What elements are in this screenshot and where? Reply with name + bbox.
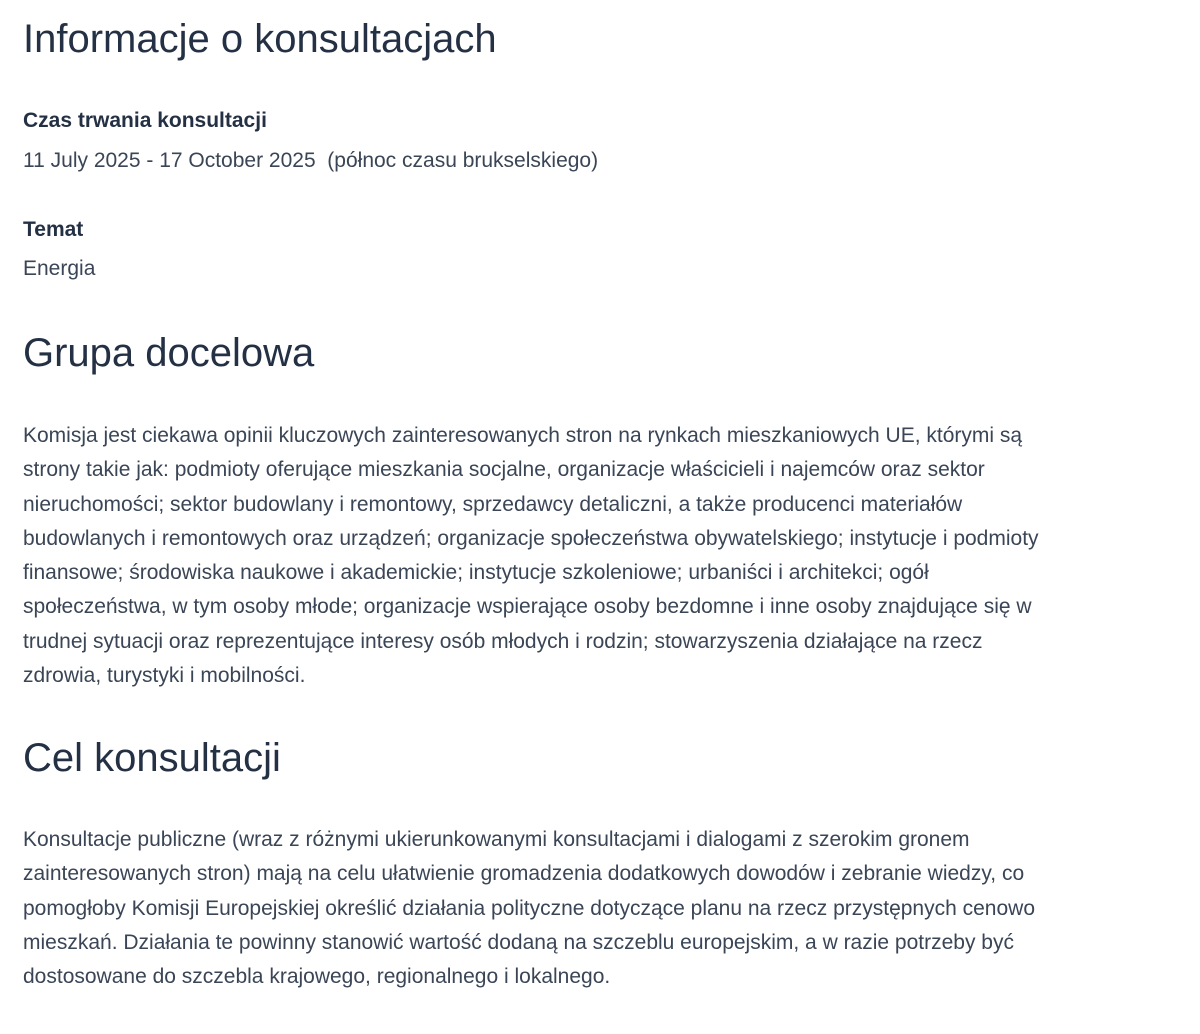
- target-group-text: Komisja jest ciekawa opinii kluczowych zainteresowanych stron na rynkach mieszkaniowych UE, którymi są strony takie jak: podmioty oferujące mieszkania socjalne, organizacje właścicieli i najemców oraz sektor nieruchomości; sektor budowlany i remontowy, sprzedawcy detaliczni, a także producenci materiałów budowlanych i remontowych oraz urządzeń; organizacje społeczeństwa obywatelskiego; instytucje i podmioty finansowe; środowiska naukowe i akademickie; instytucje szkoleniowe; urbaniści i architekci; ogół społeczeństwa, w tym osoby młode; organizacje wspierające osoby bezdomne i inne osoby znajdujące się w trudnej sytuacji oraz reprezentujące interesy osób młodych i rodzin; stowarzyszenia działające na rzecz zdrowia, turystyki i mobilności.: [23, 424, 1039, 688]
- duration-value: 11 July 2025 - 17 October 2025 (północ czasu brukselskiego): [23, 149, 599, 172]
- page-title: Informacje o konsultacjach: [23, 17, 497, 61]
- topic-label: Temat: [23, 218, 84, 241]
- topic-value: Energia: [23, 257, 96, 280]
- objective-text: Konsultacje publiczne (wraz z różnymi ukierunkowanymi konsultacjami i dialogami z szerokim gronem zainteresowanych stron) mają na celu ułatwienie gromadzenia dodatkowych dowodów i zebranie wiedzy, co pomogłoby Komisji Europejskiej określić działania polityczne dotyczące planu na rzecz przystępnych cenowo mieszkań. Działania te powinny stanowić wartość dodaną na szczeblu europejskim, a w razie potrzeby być dostosowane do szczebla krajowego, regionalnego i lokalnego.: [23, 828, 1036, 989]
- target-group-heading: Grupa docelowa: [23, 331, 315, 375]
- objective-heading: Cel konsultacji: [23, 736, 281, 780]
- duration-label: Czas trwania konsultacji: [23, 109, 267, 132]
